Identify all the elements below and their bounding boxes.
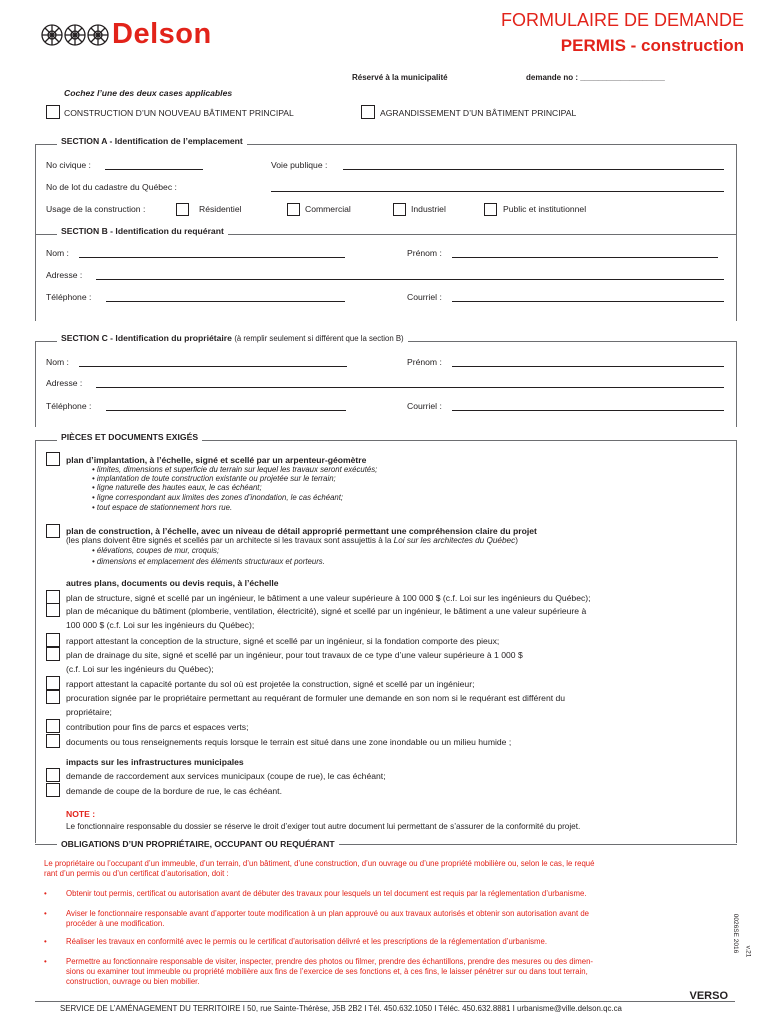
obligation-item: Obtenir tout permis, certificat ou autorisation avant de débuter des travaux pour lesquels un tel document est requis par la réglementation d’urbanisme. <box>66 889 587 898</box>
b-nom-field[interactable] <box>79 257 345 258</box>
note-text: Le fonctionnaire responsable du dossier se réserve le droit d’exiger tout autre document lui permettant de s’assurer de la conformité du projet. <box>66 822 581 831</box>
checkbox-extension[interactable] <box>361 105 375 119</box>
autres-item: rapport attestant la capacité portante du sol où est projetée la construction, signé et scellé par un ingénieur; <box>66 679 475 689</box>
autres-item: documents ou tous renseignements requis lorsque le terrain est situé dans une zone inondable ou un milieu humide ; <box>66 737 512 747</box>
b-nom-label: Nom : <box>46 248 69 258</box>
c-courriel-label: Courriel : <box>407 401 442 411</box>
b-courriel-field[interactable] <box>452 301 724 302</box>
obligations-title: OBLIGATIONS D’UN PROPRIÉTAIRE, OCCUPANT OU REQUÉRANT <box>57 839 339 849</box>
usage-label: Usage de la construction : <box>46 204 146 214</box>
verso-label: VERSO <box>689 990 728 1002</box>
construction-bullet: • dimensions et emplacement des éléments structuraux et porteurs. <box>92 557 325 566</box>
c-adresse-field[interactable] <box>96 387 724 388</box>
usage-industriel: Industriel <box>411 204 446 214</box>
infra-item: demande de coupe de la bordure de rue, le cas échéant. <box>66 786 282 796</box>
form-subtitle: PERMIS - construction <box>560 36 744 55</box>
bullet-dot: • <box>44 957 47 966</box>
cadastre-label: No de lot du cadastre du Québec : <box>46 182 177 192</box>
checkbox-commercial[interactable] <box>287 203 300 216</box>
b-prenom-field[interactable] <box>452 257 718 258</box>
obligation-item: Permettre au fonctionnaire responsable de visiter, inspecter, prendre des photos ou filmer, prendre des échantillons, prendre des mesures ou des dimen- sions ou examiner tout immeuble ou propriété mobilière aux fins de l’exercice de ses fonctions et, à ces fins, le laisser pénétrer sur ou dans tout terrain, construction, ouvrage ou bien mobilier. <box>66 957 594 986</box>
checkbox-plan-drainage[interactable] <box>46 647 60 661</box>
side-version: v.21 <box>744 945 752 958</box>
section-a-title: SECTION A - Identification de l’emplacement <box>57 136 247 146</box>
brand-logo: Delson <box>112 18 212 50</box>
c-prenom-label: Prénom : <box>407 357 442 367</box>
checkbox-plan-structure[interactable] <box>46 590 60 604</box>
obligation-item: Réaliser les travaux en conformité avec le permis ou le certificat d’autorisation délivré et les prescriptions de la réglementation d’urbanisme. <box>66 937 548 946</box>
section-c-frame <box>35 341 737 427</box>
checkbox-new-building[interactable] <box>46 105 60 119</box>
construction-title: plan de construction, à l’échelle, avec un niveau de détail approprié permettant une compréhension claire du projet <box>66 526 537 536</box>
section-b-frame <box>35 234 737 321</box>
option-extension: AGRANDISSEMENT D’UN BÂTIMENT PRINCIPAL <box>380 108 577 118</box>
c-telephone-label: Téléphone : <box>46 401 92 411</box>
b-prenom-label: Prénom : <box>407 248 442 258</box>
infra-title: impacts sur les infrastructures municipales <box>66 757 244 767</box>
footer-contact: SERVICE DE L’AMÉNAGEMENT DU TERRITOIRE I 50, rue Sainte-Thérèse, J5B 2B2 I Tél. 450.632.1050 I Téléc. 450.632.8881 I urbanisme@ville.delson.qc.ca <box>60 1004 622 1013</box>
autres-item: 100 000 $ (c.f. Loi sur les ingénieurs du Québec); <box>66 620 255 630</box>
road-field[interactable] <box>343 169 724 170</box>
autres-item: rapport attestant la conception de la structure, signé et scellé par un ingénieur, si la fondation comporte des pieux; <box>66 636 500 646</box>
civic-field[interactable] <box>105 169 203 170</box>
b-telephone-label: Téléphone : <box>46 292 92 302</box>
pieces-title: PIÈCES ET DOCUMENTS EXIGÉS <box>57 432 202 442</box>
bullet-dot: • <box>44 909 47 918</box>
side-code-wrap <box>732 900 760 980</box>
implantation-bullet: • tout espace de stationnement hors rue. <box>92 503 233 512</box>
usage-residentiel: Résidentiel <box>199 204 242 214</box>
checkbox-plan-construction[interactable] <box>46 524 60 538</box>
c-nom-label: Nom : <box>46 357 69 367</box>
demande-number: demande no : ___________________ <box>526 73 665 82</box>
note-label: NOTE : <box>66 809 96 819</box>
construction-note: (les plans doivent être signés et scellés par un architecte si les travaux sont assujettis à la Loi sur les architectes du Québec) <box>66 536 518 545</box>
autres-item: plan de structure, signé et scellé par un ingénieur, le bâtiment a une valeur supérieure à 100 000 $ (c.f. Loi sur les ingénieurs du Québec); <box>66 593 591 603</box>
delson-logo-wheels-icon <box>40 22 112 48</box>
autres-item: plan de drainage du site, signé et scellé par un ingénieur, pour tout travaux de ce type d’une valeur supérieure à 1 000 $ <box>66 650 523 660</box>
implantation-bullet: • ligne correspondant aux limites des zones d’inondation, le cas échéant; <box>92 493 344 502</box>
checkbox-parcs[interactable] <box>46 719 60 733</box>
checkbox-raccordement[interactable] <box>46 768 60 782</box>
checkbox-bordure[interactable] <box>46 783 60 797</box>
section-b-title: SECTION B - Identification du requérant <box>57 226 228 236</box>
autres-item: procuration signée par le propriétaire permettant au requérant de formuler une demande en son nom si le requérant est différent du <box>66 693 566 703</box>
autres-item: (c.f. Loi sur les ingénieurs du Québec); <box>66 664 214 674</box>
obligations-intro: Le propriétaire ou l’occupant d’un immeuble, d’un terrain, d’un bâtiment, d’une construction, d’un ouvrage ou d’une propriété mobilière ou, selon le cas, le requé rant d’un permis ou d’un certificat d’autorisation, doit : <box>44 859 595 878</box>
section-c-title: SECTION C - Identification du propriétaire (à remplir seulement si différent que la section B) <box>57 333 408 343</box>
checkbox-plan-mecanique[interactable] <box>46 603 60 617</box>
checkbox-industriel[interactable] <box>393 203 406 216</box>
checkbox-rapport-sol[interactable] <box>46 676 60 690</box>
footer-divider <box>35 1001 735 1002</box>
obligation-item: Aviser le fonctionnaire responsable avant d’apporter toute modification à un plan approuvé ou aux travaux autorisés et obtenir son autorisation avant de procéder à une modification. <box>66 909 590 928</box>
autres-item: plan de mécanique du bâtiment (plomberie, ventilation, électricité), signé et scellé par un ingénieur, le bâtiment a une valeur supérieure à <box>66 606 587 616</box>
checkbox-public[interactable] <box>484 203 497 216</box>
b-telephone-field[interactable] <box>106 301 345 302</box>
checkbox-procuration[interactable] <box>46 690 60 704</box>
c-telephone-field[interactable] <box>106 410 346 411</box>
reserved-label: Réservé à la municipalité <box>352 73 448 82</box>
checkbox-residentiel[interactable] <box>176 203 189 216</box>
construction-bullet: • élévations, coupes de mur, croquis; <box>92 546 220 555</box>
option-new-building: CONSTRUCTION D’UN NOUVEAU BÂTIMENT PRINCIPAL <box>64 108 294 118</box>
civic-label: No civique : <box>46 160 91 170</box>
c-nom-field[interactable] <box>79 366 347 367</box>
implantation-bullet: • implantation de toute construction existante ou projetée sur le terrain; <box>92 474 336 483</box>
choice-instruction: Cochez l’une des deux cases applicables <box>64 88 233 98</box>
autres-title: autres plans, documents ou devis requis, à l’échelle <box>66 578 279 588</box>
b-adresse-field[interactable] <box>96 279 724 280</box>
implantation-bullet: • limites, dimensions et superficie du terrain sur lequel les travaux seront exécutés; <box>92 465 378 474</box>
checkbox-rapport-structure[interactable] <box>46 633 60 647</box>
autres-item: propriétaire; <box>66 707 112 717</box>
implantation-bullet: • ligne naturelle des hautes eaux, le cas échéant; <box>92 483 262 492</box>
checkbox-zone-inondable[interactable] <box>46 734 60 748</box>
usage-public: Public et institutionnel <box>503 204 587 214</box>
infra-item: demande de raccordement aux services municipaux (coupe de rue), le cas échéant; <box>66 771 386 781</box>
cadastre-field[interactable] <box>271 191 724 192</box>
autres-item: contribution pour fins de parcs et espaces verts; <box>66 722 249 732</box>
bullet-dot: • <box>44 937 47 946</box>
c-adresse-label: Adresse : <box>46 378 83 388</box>
side-code: 0026SE 2016 <box>732 913 740 954</box>
road-label: Voie publique : <box>271 160 328 170</box>
bullet-dot: • <box>44 889 47 898</box>
usage-commercial: Commercial <box>305 204 351 214</box>
b-courriel-label: Courriel : <box>407 292 442 302</box>
form-title: FORMULAIRE DE DEMANDE <box>500 10 744 30</box>
c-courriel-field[interactable] <box>452 410 724 411</box>
b-adresse-label: Adresse : <box>46 270 83 280</box>
checkbox-plan-implantation[interactable] <box>46 452 60 466</box>
c-prenom-field[interactable] <box>452 366 724 367</box>
implantation-title: plan d’implantation, à l’échelle, signé et scellé par un arpenteur-géomètre <box>66 455 367 465</box>
